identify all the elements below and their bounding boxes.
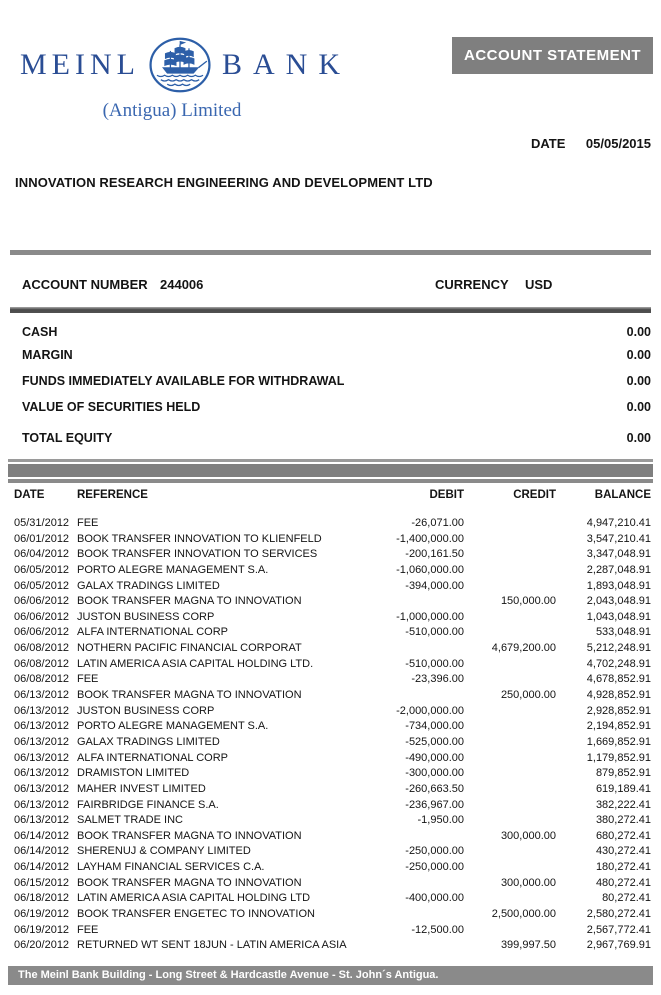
txn-date: 06/06/2012 xyxy=(14,595,70,608)
summary-row-total-equity xyxy=(22,431,651,445)
transaction-row xyxy=(14,782,651,798)
txn-reference: LAYHAM FINANCIAL SERVICES C.A. xyxy=(77,861,265,874)
summary-label: FUNDS IMMEDIATELY AVAILABLE FOR WITHDRAWAL xyxy=(22,374,345,388)
txn-date: 06/13/2012 xyxy=(14,782,70,795)
txn-balance: 1,893,048.91 xyxy=(586,579,651,592)
txn-credit xyxy=(464,516,556,532)
txn-debit: -300,000.00 xyxy=(405,767,464,780)
txn-balance: 80,272.41 xyxy=(602,892,651,905)
statement-date xyxy=(531,136,651,151)
txn-balance: 1,043,048.91 xyxy=(586,610,651,623)
summary-label: VALUE OF SECURITIES HELD xyxy=(22,400,201,414)
txn-balance: 4,947,210.41 xyxy=(586,517,651,529)
txn-date: 06/13/2012 xyxy=(14,767,70,780)
summary-row-securities-held xyxy=(22,400,651,414)
txn-date: 06/14/2012 xyxy=(14,861,70,874)
txn-date: 06/15/2012 xyxy=(14,876,70,889)
date-label: DATE xyxy=(531,136,566,151)
summary-row-cash xyxy=(22,325,651,339)
transaction-row xyxy=(14,860,651,876)
txn-reference: BOOK TRANSFER INNOVATION TO KLIENFELD xyxy=(77,532,322,545)
txn-balance: 2,194,852.91 xyxy=(586,720,651,733)
transaction-row xyxy=(14,563,651,579)
txn-credit xyxy=(464,782,556,798)
bank-logo-row xyxy=(20,32,351,98)
txn-credit xyxy=(464,563,556,579)
txn-balance: 879,852.91 xyxy=(595,767,651,780)
txn-debit: -236,967.00 xyxy=(405,798,464,811)
currency-value: USD xyxy=(525,277,553,292)
transaction-row xyxy=(14,923,651,939)
summary-label: TOTAL EQUITY xyxy=(22,431,113,445)
txn-credit xyxy=(464,923,556,939)
summary-label: CASH xyxy=(22,325,58,339)
bank-logo xyxy=(20,32,351,122)
txn-balance: 5,212,248.91 xyxy=(586,642,651,655)
separator-bar xyxy=(10,250,651,255)
currency-label: CURRENCY xyxy=(435,277,509,292)
sailing-ship-icon xyxy=(148,32,212,98)
transaction-row xyxy=(14,532,651,548)
txn-credit xyxy=(464,704,556,720)
txn-reference: LATIN AMERICA ASIA CAPITAL HOLDING LTD xyxy=(77,892,311,905)
txn-reference: ALFA INTERNATIONAL CORP xyxy=(77,626,228,639)
column-header-date: DATE xyxy=(14,489,45,501)
txn-debit: -400,000.00 xyxy=(405,892,464,905)
txn-debit: -490,000.00 xyxy=(405,751,464,764)
account-number-value: 244006 xyxy=(160,277,204,292)
txn-debit xyxy=(374,876,464,892)
txn-debit xyxy=(374,688,464,704)
txn-date: 06/18/2012 xyxy=(14,892,70,905)
txn-date: 06/19/2012 xyxy=(14,908,70,921)
txn-balance: 4,678,852.91 xyxy=(586,673,651,686)
txn-date: 06/13/2012 xyxy=(14,798,70,811)
column-header-reference: REFERENCE xyxy=(77,489,148,501)
txn-debit xyxy=(374,938,464,954)
txn-date: 06/14/2012 xyxy=(14,829,70,842)
txn-reference: JUSTON BUSINESS CORP xyxy=(77,610,215,623)
column-header-credit: CREDIT xyxy=(513,489,556,501)
txn-debit: -26,071.00 xyxy=(411,517,464,529)
transactions-body xyxy=(14,516,651,954)
table-top-band-thick xyxy=(8,464,653,477)
summary-value: 0.00 xyxy=(626,348,651,362)
txn-credit: 300,000.00 xyxy=(500,876,556,889)
txn-debit: -734,000.00 xyxy=(405,720,464,733)
txn-credit: 2,500,000.00 xyxy=(491,908,556,921)
txn-balance: 2,580,272.41 xyxy=(586,908,651,921)
summary-row-funds-available xyxy=(22,374,651,388)
txn-reference: FAIRBRIDGE FINANCE S.A. xyxy=(77,798,219,811)
txn-credit xyxy=(464,625,556,641)
txn-credit xyxy=(464,735,556,751)
transaction-row xyxy=(14,766,651,782)
summary-value: 0.00 xyxy=(626,325,651,339)
footer-address-bar: The Meinl Bank Building - Long Street & Hardcastle Avenue - St. John´s Antigua. xyxy=(8,966,653,985)
txn-credit xyxy=(464,579,556,595)
txn-date: 06/14/2012 xyxy=(14,845,70,858)
txn-debit: -2,000,000.00 xyxy=(396,704,464,717)
transaction-row xyxy=(14,876,651,892)
txn-credit xyxy=(464,891,556,907)
txn-debit: -1,400,000.00 xyxy=(396,532,464,545)
transaction-row xyxy=(14,798,651,814)
txn-reference: DRAMISTON LIMITED xyxy=(77,767,190,780)
txn-reference: BOOK TRANSFER MAGNA TO INNOVATION xyxy=(77,876,302,889)
txn-balance: 380,272.41 xyxy=(595,814,651,827)
txn-reference: SALMET TRADE INC xyxy=(77,814,183,827)
txn-balance: 3,547,210.41 xyxy=(586,532,651,545)
transaction-row xyxy=(14,688,651,704)
txn-balance: 3,347,048.91 xyxy=(586,548,651,561)
txn-credit xyxy=(464,844,556,860)
txn-date: 06/13/2012 xyxy=(14,720,70,733)
txn-debit xyxy=(374,829,464,845)
txn-debit: -394,000.00 xyxy=(405,579,464,592)
txn-balance: 619,189.41 xyxy=(595,782,651,795)
txn-reference: GALAX TRADINGS LIMITED xyxy=(77,735,220,748)
txn-credit xyxy=(464,657,556,673)
txn-reference: BOOK TRANSFER MAGNA TO INNOVATION xyxy=(77,689,302,702)
txn-debit xyxy=(374,907,464,923)
txn-reference: BOOK TRANSFER MAGNA TO INNOVATION xyxy=(77,595,302,608)
txn-debit: -200,161.50 xyxy=(405,548,464,561)
txn-debit: -525,000.00 xyxy=(405,735,464,748)
txn-date: 06/13/2012 xyxy=(14,751,70,764)
txn-credit xyxy=(464,547,556,563)
txn-date: 06/08/2012 xyxy=(14,657,70,670)
txn-date: 06/04/2012 xyxy=(14,548,70,561)
transaction-row xyxy=(14,657,651,673)
txn-debit: -1,060,000.00 xyxy=(396,563,464,576)
transaction-row xyxy=(14,829,651,845)
txn-debit: -1,950.00 xyxy=(417,814,464,827)
txn-balance: 680,272.41 xyxy=(595,829,651,842)
txn-balance: 382,222.41 xyxy=(595,798,651,811)
transaction-row xyxy=(14,547,651,563)
txn-date: 06/06/2012 xyxy=(14,626,70,639)
transaction-row xyxy=(14,516,651,532)
statement-title-box: ACCOUNT STATEMENT xyxy=(452,37,653,74)
txn-debit: -510,000.00 xyxy=(405,626,464,639)
txn-credit: 250,000.00 xyxy=(500,689,556,702)
txn-balance: 430,272.41 xyxy=(595,845,651,858)
txn-credit xyxy=(464,860,556,876)
transaction-row xyxy=(14,610,651,626)
txn-debit: -510,000.00 xyxy=(405,657,464,670)
txn-balance: 480,272.41 xyxy=(595,876,651,889)
txn-credit: 300,000.00 xyxy=(500,829,556,842)
txn-reference: BOOK TRANSFER ENGETEC TO INNOVATION xyxy=(77,908,315,921)
account-number-label: ACCOUNT NUMBER xyxy=(22,277,148,292)
bank-subtitle: (Antigua) Limited xyxy=(102,100,242,121)
summary-value: 0.00 xyxy=(626,431,651,445)
bank-name-left: MEINL xyxy=(20,48,140,81)
txn-credit xyxy=(464,813,556,829)
txn-debit: -260,663.50 xyxy=(405,782,464,795)
txn-reference: LATIN AMERICA ASIA CAPITAL HOLDING LTD. xyxy=(77,657,314,670)
txn-balance: 2,967,769.91 xyxy=(586,939,651,952)
table-top-band-bottom xyxy=(8,479,653,483)
transaction-row xyxy=(14,938,651,954)
txn-date: 06/08/2012 xyxy=(14,642,70,655)
txn-balance: 1,669,852.91 xyxy=(586,735,651,748)
txn-date: 05/31/2012 xyxy=(14,517,70,529)
transaction-row xyxy=(14,719,651,735)
txn-balance: 1,179,852.91 xyxy=(586,751,651,764)
txn-reference: MAHER INVEST LIMITED xyxy=(77,782,206,795)
txn-debit: -1,000,000.00 xyxy=(396,610,464,623)
txn-credit xyxy=(464,532,556,548)
transaction-row xyxy=(14,907,651,923)
txn-credit xyxy=(464,719,556,735)
transaction-row xyxy=(14,594,651,610)
txn-credit xyxy=(464,610,556,626)
txn-credit xyxy=(464,672,556,688)
txn-date: 06/13/2012 xyxy=(14,814,70,827)
summary-value: 0.00 xyxy=(626,400,651,414)
txn-balance: 4,928,852.91 xyxy=(586,689,651,702)
transaction-row xyxy=(14,844,651,860)
txn-date: 06/05/2012 xyxy=(14,579,70,592)
txn-balance: 2,287,048.91 xyxy=(586,563,651,576)
transaction-row xyxy=(14,751,651,767)
table-top-band-thin xyxy=(8,459,653,462)
txn-debit: -250,000.00 xyxy=(405,861,464,874)
txn-date: 06/08/2012 xyxy=(14,673,70,686)
txn-reference: NOTHERN PACIFIC FINANCIAL CORPORAT xyxy=(77,642,302,655)
summary-label: MARGIN xyxy=(22,348,73,362)
txn-date: 06/20/2012 xyxy=(14,939,70,952)
txn-date: 06/13/2012 xyxy=(14,735,70,748)
transaction-row xyxy=(14,704,651,720)
txn-debit: -23,396.00 xyxy=(411,673,464,686)
txn-reference: ALFA INTERNATIONAL CORP xyxy=(77,751,228,764)
txn-credit xyxy=(464,751,556,767)
transaction-row xyxy=(14,625,651,641)
txn-reference: BOOK TRANSFER INNOVATION TO SERVICES xyxy=(77,548,318,561)
txn-debit xyxy=(374,641,464,657)
txn-reference: GALAX TRADINGS LIMITED xyxy=(77,579,220,592)
summary-value: 0.00 xyxy=(626,374,651,388)
txn-date: 06/05/2012 xyxy=(14,563,70,576)
transaction-row xyxy=(14,672,651,688)
txn-reference: BOOK TRANSFER MAGNA TO INNOVATION xyxy=(77,829,302,842)
transaction-row xyxy=(14,735,651,751)
txn-date: 06/01/2012 xyxy=(14,532,70,545)
txn-balance: 180,272.41 xyxy=(595,861,651,874)
txn-credit: 4,679,200.00 xyxy=(491,642,556,655)
bank-name-right: BANK xyxy=(221,48,351,81)
txn-reference: FEE xyxy=(77,673,99,686)
column-header-balance: BALANCE xyxy=(594,489,651,501)
txn-balance: 2,043,048.91 xyxy=(586,595,651,608)
txn-balance: 2,567,772.41 xyxy=(586,923,651,936)
transactions-header xyxy=(14,489,651,501)
txn-balance: 4,702,248.91 xyxy=(586,657,651,670)
txn-balance: 533,048.91 xyxy=(595,626,651,639)
transaction-row xyxy=(14,641,651,657)
txn-credit: 399,997.50 xyxy=(500,939,556,952)
txn-debit xyxy=(374,594,464,610)
separator-bar-dark xyxy=(10,307,651,313)
txn-reference: SHERENUJ & COMPANY LIMITED xyxy=(77,845,251,858)
txn-date: 06/06/2012 xyxy=(14,610,70,623)
txn-reference: JUSTON BUSINESS CORP xyxy=(77,704,215,717)
column-header-debit: DEBIT xyxy=(429,489,464,501)
txn-credit xyxy=(464,766,556,782)
summary-row-margin xyxy=(22,348,651,362)
transaction-row xyxy=(14,813,651,829)
txn-date: 06/13/2012 xyxy=(14,689,70,702)
txn-credit: 150,000.00 xyxy=(500,595,556,608)
txn-reference: FEE xyxy=(77,517,99,529)
date-value: 05/05/2015 xyxy=(585,136,651,151)
txn-debit: -250,000.00 xyxy=(405,845,464,858)
transaction-row xyxy=(14,579,651,595)
txn-credit xyxy=(464,798,556,814)
txn-reference: PORTO ALEGRE MANAGEMENT S.A. xyxy=(77,563,269,576)
txn-balance: 2,928,852.91 xyxy=(586,704,651,717)
txn-debit: -12,500.00 xyxy=(411,923,464,936)
txn-reference: RETURNED WT SENT 18JUN - LATIN AMERICA ASIA xyxy=(77,939,347,952)
txn-reference: PORTO ALEGRE MANAGEMENT S.A. xyxy=(77,720,269,733)
txn-reference: FEE xyxy=(77,923,99,936)
account-holder-name: INNOVATION RESEARCH ENGINEERING AND DEVELOPMENT LTD xyxy=(15,175,433,190)
txn-date: 06/13/2012 xyxy=(14,704,70,717)
txn-date: 06/19/2012 xyxy=(14,923,70,936)
transaction-row xyxy=(14,891,651,907)
